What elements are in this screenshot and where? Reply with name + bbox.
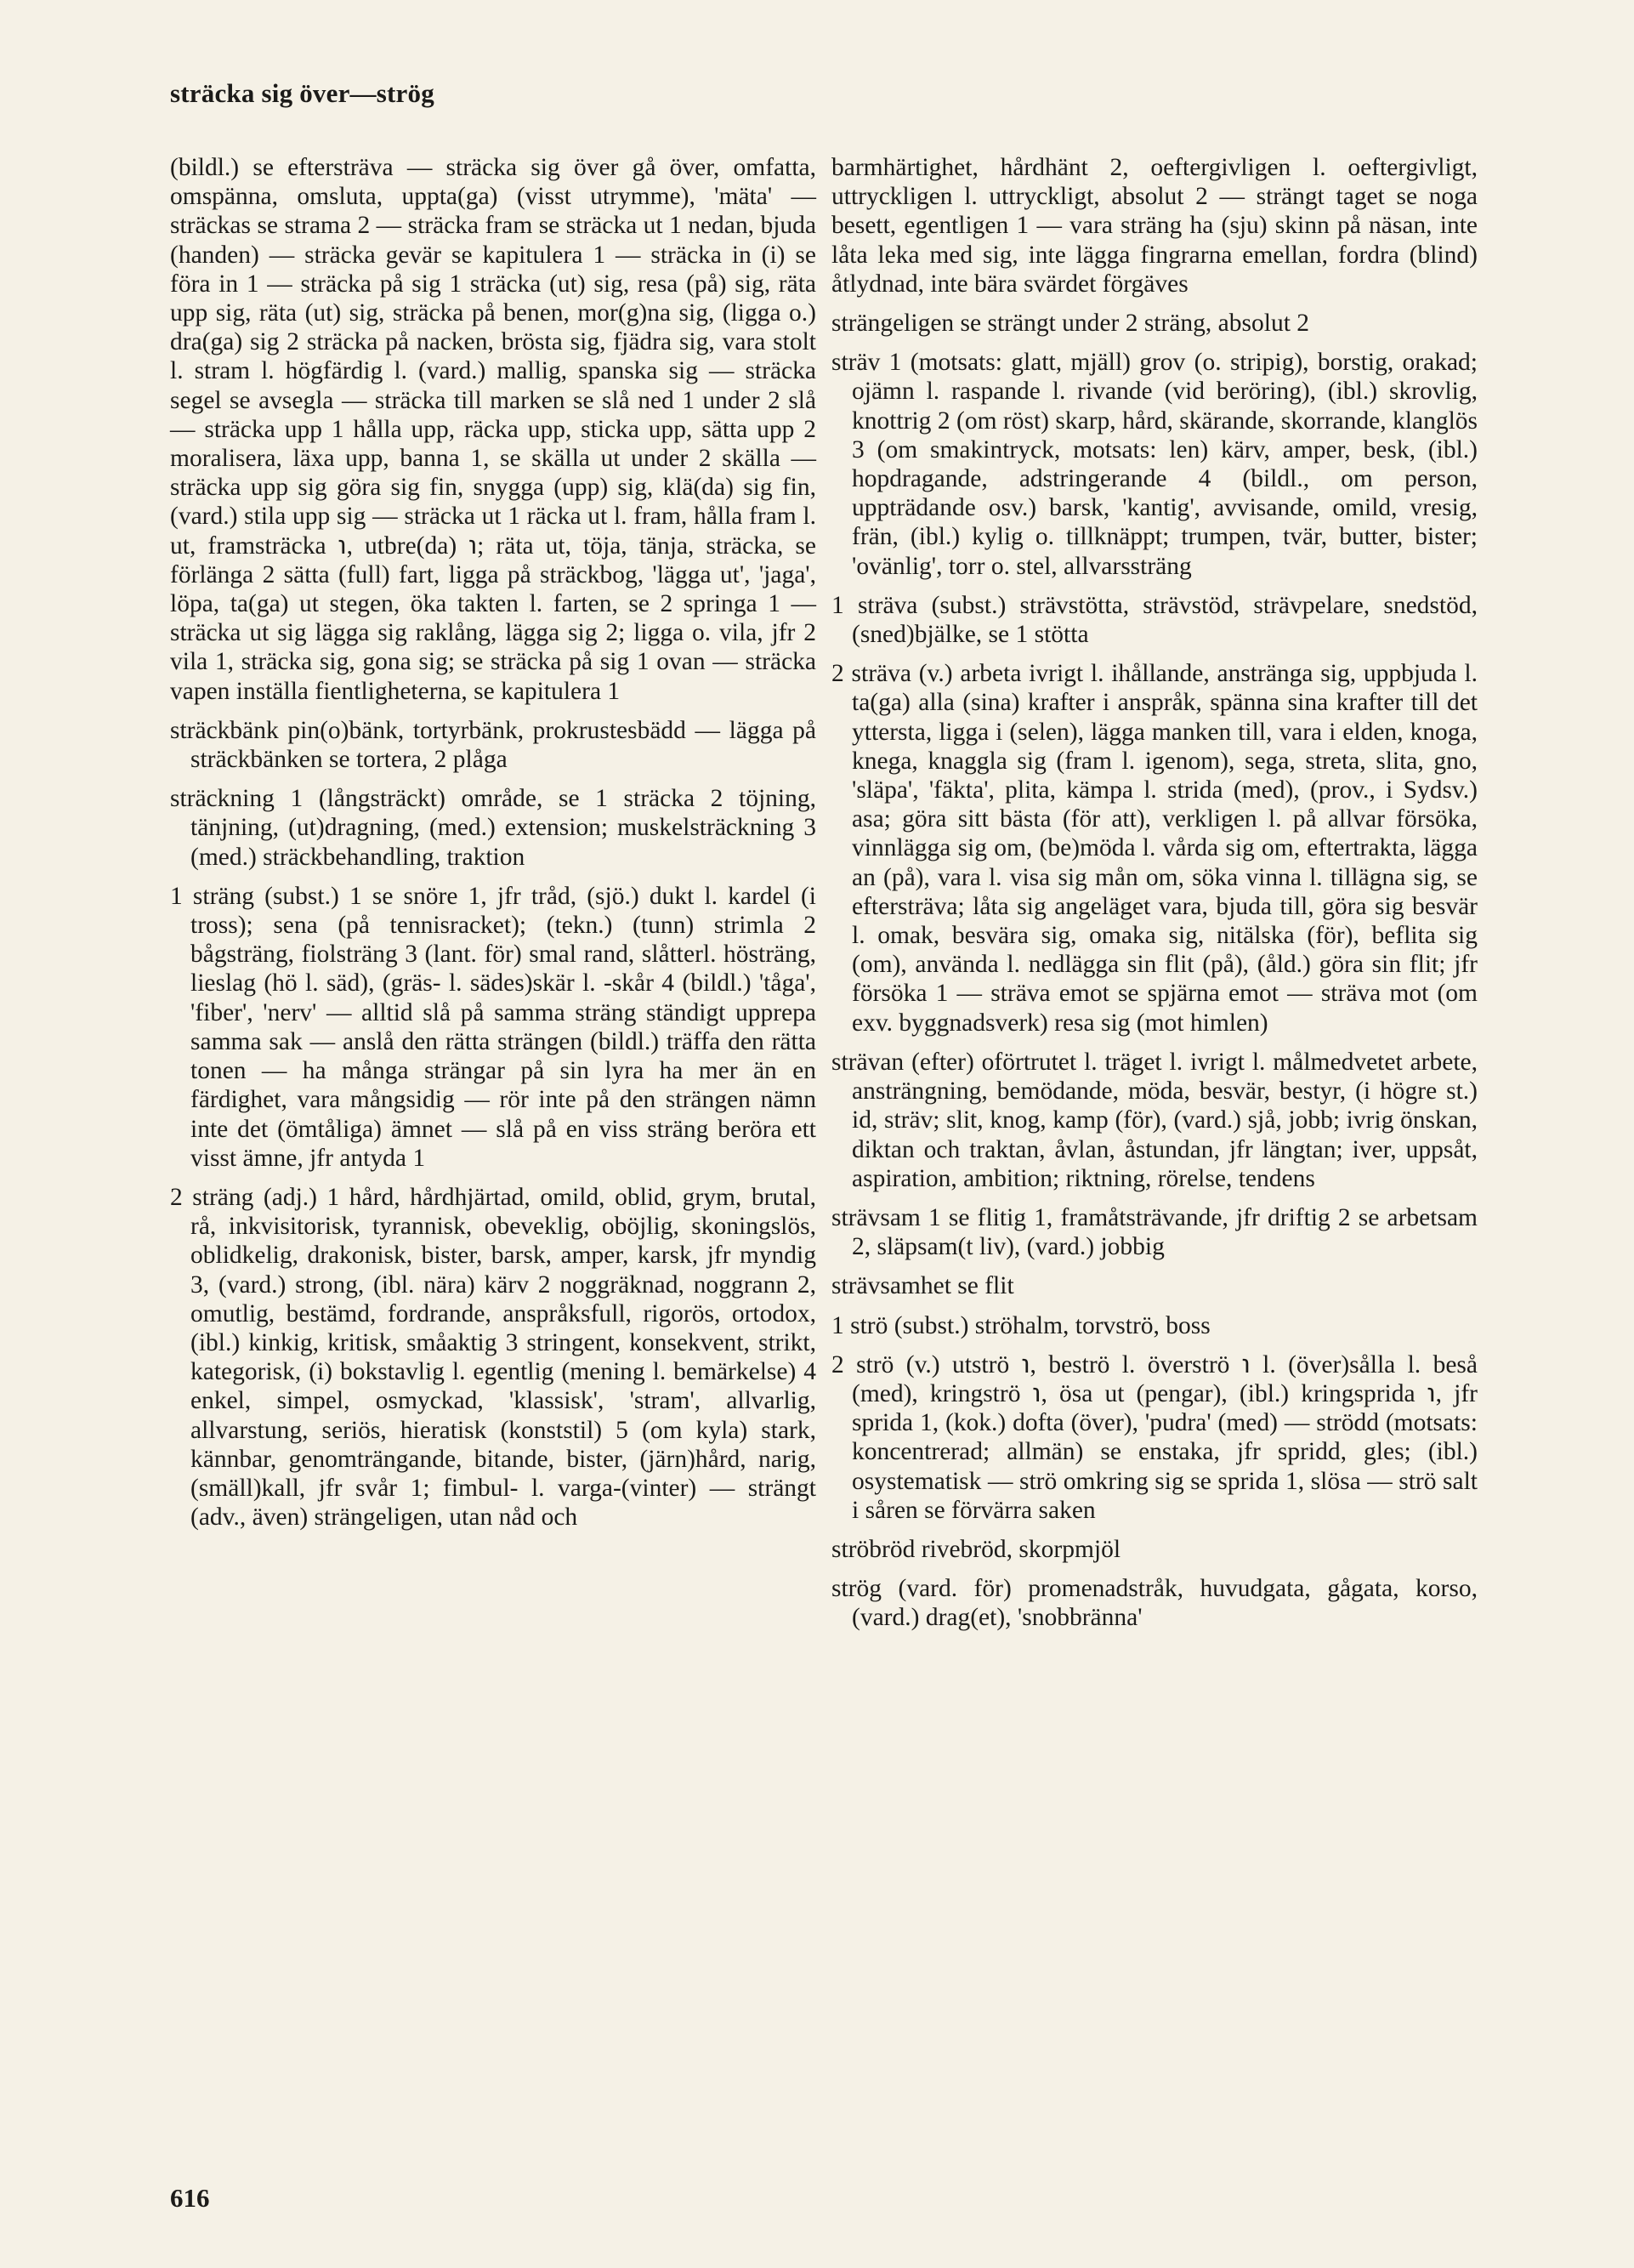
entry-strackbank: sträckbänk pin(o)bänk, tortyrbänk, prokrustesbädd — lägga på sträckbänken se tortera, 2 plåga xyxy=(170,716,816,774)
entry-strog: strög (vard. för) promenadstråk, huvudgata, gågata, korso, (vard.) drag(et), 'snobbränna' xyxy=(831,1575,1478,1632)
entry-strav: sträv 1 (motsats: glatt, mjäll) grov (o. stripig), borstig, orakad; ojämn l. raspande l. rivande (vid beröring), (ibl.) skrovlig, knottrig 2 (om röst) skarp, hård, skärande, skorrande, klanglös 3 (om smakintryck, motsats: len) kärv, amper, besk, (ibl.) hopdragande, adstringerande 4 (bildl., om person, uppträdande osv.) barsk, 'kantig', avvisande, omild, vresig, frän, (ibl.) kylig o. tillknäppt; trumpen, tvär, butter, bister; 'ovänlig', torr o. stel, allvarssträng xyxy=(831,349,1478,580)
entry-strangeligen: strängeligen se strängt under 2 sträng, absolut 2 xyxy=(831,310,1310,338)
entry-stro-verb: 2 strö (v.) utströ ℩, beströ l. överströ ℩ l. (över)sålla l. beså (med), kringströ ℩, ösa ut (pengar), (ibl.) kringsprida ℩, jfr sprida 1, (kok.) dofta (över), 'pudra' (med) — strödd (motsats: koncentrerad; allmän) se enstaka, jfr spridd, gles; (ibl.) osystematisk — strö omkring sig se sprida 1, slösa — strö salt i såren se förvärra saken xyxy=(831,1350,1478,1524)
entry-stravsam: strävsam 1 se flitig 1, framåtsträvande, jfr driftig 2 se arbetsam 2, släpsam(t liv), (vard.) jobbig xyxy=(831,1203,1478,1261)
entry-strobrod: ströbröd rivebröd, skorpmjöl xyxy=(831,1535,1121,1563)
entry-continuation: barmhärtighet, hårdhänt 2, oeftergivligen l. oeftergivligt, uttryckligen l. uttryckligt, absolut 2 — strängt taget se noga besett, egentligen 1 — vara sträng ha (sju) skinn på näsan, inte låta leka med sig, inte lägga fingrarna emellan, fordra (blind) åtlydnad, inte bära svärdet förgäves xyxy=(831,154,1478,298)
entry-stro-subst: 1 strö (subst.) ströhalm, torvströ, boss xyxy=(831,1311,1211,1339)
entry-strava-verb: 2 sträva (v.) arbeta ivrigt l. ihållande, anstränga sig, uppbjuda l. ta(ga) alla (sina) krafter i anspråk, spänna sina krafter till det yttersta, ligga i (selen), lägga manken till, vara i elden, knoga, knega, knaggla sig (fram l. igenom), sega, streta, slita, gno, 'släpa', 'fäkta', plita, kämpa l. strida (med), (prov., i Sydsv.) asa; göra sitt bästa (för att), verkligen l. på allvar försöka, vinnlägga sig om, (be)möda l. vårda sig om, eftertrakta, lägga an (på), vara l. visa sig mån om, söka vinna l. tillägna sig, se eftersträva; låta sig angeläget vara, bjuda till, göra sig besvär l. omak, besvära sig, omaka sig, nitälska (för), beflita sig (om), använda l. nedlägga sin flit (på), (åld.) göra sin flit; jfr försöka 1 — sträva emot se spjärna emot — sträva mot (om exv. byggnadsverk) resa sig (mot himlen) xyxy=(831,660,1478,1037)
page-number: 616 xyxy=(170,2183,210,2213)
entry-strang-adj: 2 sträng (adj.) 1 hård, hårdhjärtad, omild, oblid, grym, brutal, rå, inkvisitorisk, tyrannisk, obeveklig, oböjlig, skoningslös, oblidkelig, drakonisk, bister, barsk, amper, karsk, jfr myndig 3, (vard.) strong, (ibl. nära) kärv 2 noggräknad, noggrann 2, omutlig, bestämd, fordrande, anspråksfull, rigorös, ortodox, (ibl.) kinkig, kritisk, småaktig 3 stringent, konsekvent, strikt, kategorisk, (i) bokstavlig l. egentlig (mening l. bemärkelse) 4 enkel, simpel, osmyckad, 'klassisk', 'stram', allvarlig, allvarstung, seriös, hieratisk (konststil) 5 (om kyla) stark, kännbar, genomträngande, bitande, bister, (järn)hård, narig, (smäll)kall, jfr svår 1; fimbul- l. varga-(vinter) — strängt (adv., även) strängeligen, utan nåd och xyxy=(170,1183,816,1532)
entry-strang-subst: 1 sträng (subst.) 1 se snöre 1, jfr tråd, (sjö.) dukt l. kardel (i tross); sena (på tennisracket); (tekn.) (tunn) strimla 2 bågsträng, fiolsträng 3 (lant. för) smal rand, slåtterl. hösträng, lieslag (hö l. säd), (gräs- l. sädes)skär l. -skår 4 (bildl.) 'tåga', 'fiber', 'nerv' — alltid slå på samma sträng ständigt upprepa samma sak — anslå den rätta strängen (bildl.) träffa den rätta tonen — ha många strängar på sin lyra ha mer än en färdighet, vara mångsidig — rör inte på den strängen nämn inte det (ömtåliga) ämnet — slå på en viss sträng beröra ett visst ämne, jfr antyda 1 xyxy=(170,882,816,1172)
right-column xyxy=(831,153,1478,1643)
entry-continuation: (bildl.) se eftersträva — sträcka sig över gå över, omfatta, omspänna, omsluta, uppta(ga) (visst utrymme), 'mäta' — sträckas se strama 2 — sträcka fram se sträcka ut 1 nedan, bjuda (handen) — sträcka gevär se kapitulera 1 — sträcka in (i) se föra in 1 — sträcka på sig 1 sträcka (ut) sig, resa (på) sig, räta upp sig, räta (ut) sig, sträcka på benen, mor(g)na sig, (ligga o.) dra(ga) sig 2 sträcka på nacken, brösta sig, fjädra sig, vara stolt l. stram l. högfärdig l. (vard.) mallig, spanska sig — sträcka segel se avsegla — sträcka till marken se slå ned 1 under 2 slå — sträcka upp 1 hålla upp, räcka upp, sticka upp, sätta upp 2 moralisera, läxa upp, banna 1, se skälla ut under 2 skälla — sträcka upp sig göra sig fin, snygga (upp) sig, klä(da) sig fin, (vard.) stila upp sig — sträcka ut 1 räcka ut l. fram, hålla fram l. ut, framsträcka ℩, utbre(da) ℩; räta ut, töja, tänja, sträcka, se förlänga 2 sätta (full) fart, ligga på sträckbog, 'lägga ut', 'jaga', löpa, ta(ga) ut stegen, öka takten l. farten, se 2 springa 1 — sträcka ut sig lägga sig raklång, lägga sig 2; ligga o. vila, jfr 2 vila 1, sträcka sig, gona sig; se sträcka på sig 1 ovan — sträcka vapen inställa fientligheterna, se kapitulera 1 xyxy=(170,154,816,705)
left-column xyxy=(170,153,816,1542)
entry-stravan: strävan (efter) oförtrutet l. träget l. ivrigt l. målmedvetet arbete, ansträngning, bemödande, möda, besvär, bestyr, (i högre st.) id, sträv; slit, knog, kamp (för), (vard.) sjå, jobb; ivrig önskan, diktan och traktan, åvlan, åstundan, jfr längtan; iver, uppsåt, aspiration, ambition; riktning, rörelse, tendens xyxy=(831,1048,1478,1192)
entry-strackning: sträckning 1 (långsträckt) område, se 1 sträcka 2 töjning, tänjning, (ut)dragning, (med.) extension; muskelsträckning 3 (med.) sträckbehandling, traktion xyxy=(170,785,816,871)
running-head: sträcka sig över—strög xyxy=(170,78,434,108)
entry-strava-subst: 1 sträva (subst.) strävstötta, strävstöd, strävpelare, snedstöd, (sned)bjälke, se 1 stötta xyxy=(831,591,1478,649)
entry-stravsamhet: strävsamhet se flit xyxy=(831,1272,1014,1300)
